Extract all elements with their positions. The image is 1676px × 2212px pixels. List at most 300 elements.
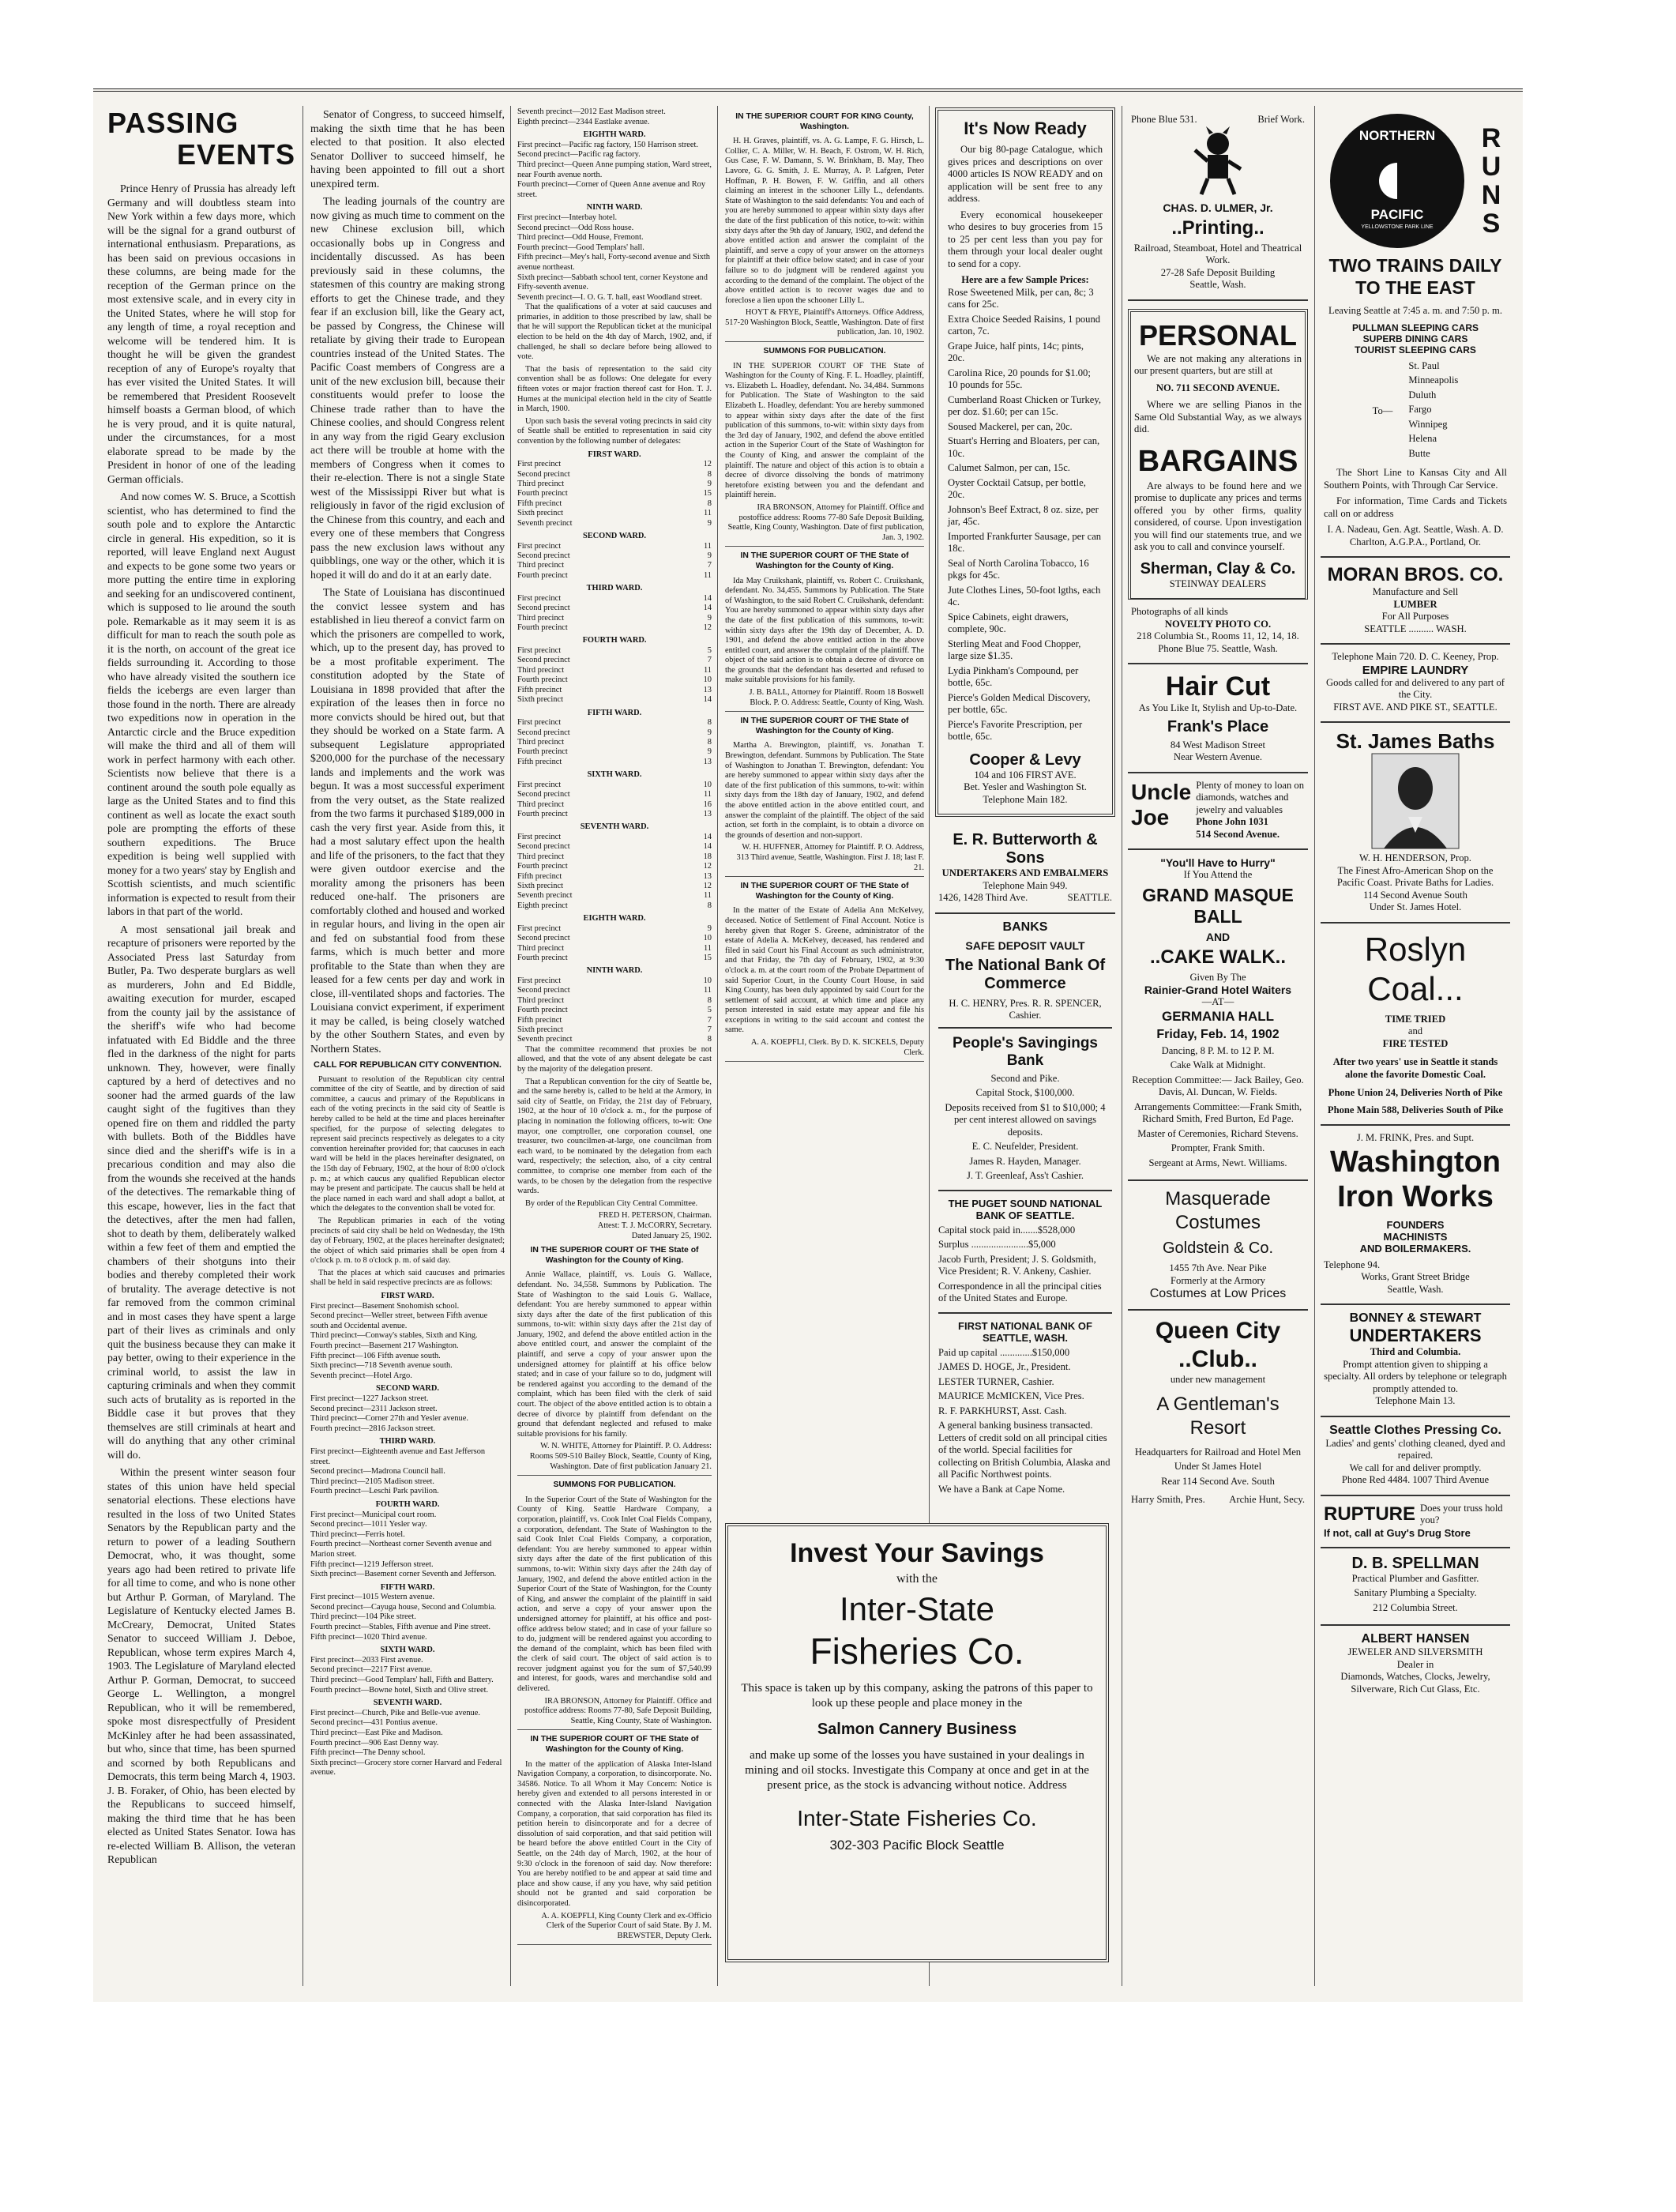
washington-iron-works-ad — [1321, 1126, 1510, 1305]
attend-line: If You Attend the — [1183, 869, 1253, 880]
precinct-line: Sixth precinct—Basement corner Seventh and Jefferson. — [310, 1570, 497, 1579]
now-ready-ad — [935, 107, 1115, 817]
moran-bros-ad — [1321, 558, 1510, 645]
now-ready-intro-2: Every economical housekeeper who desires to buy groceries from 15 to 25 per cent less than you pay for them through your local dealer ought to send for a copy. — [948, 209, 1103, 269]
steinway-dealers: STEINWAY DEALERS — [1169, 577, 1267, 589]
delegate-count: 9 — [707, 924, 712, 933]
haircut-line: As You Like It, Stylish and Up-to-Date. — [1138, 702, 1298, 713]
fisheries-address: 302-303 Pacific Block Seattle — [829, 1838, 1005, 1853]
notice-signature: A. A. KOEPFLI, Clerk. By D. K. SICKELS, Deputy Clerk. — [725, 1038, 924, 1062]
price-item: Imported Frankfurter Sausage, per can 18c. — [948, 530, 1102, 554]
costumes-line-2: Costumes at Low Prices — [1149, 1287, 1287, 1300]
delegate-row — [517, 695, 712, 705]
salmon-business: Salmon Cannery Business — [817, 1721, 1017, 1738]
roslyn-text: After two years' use in Seattle it stands alone the favorite Domestic Coal. — [1332, 1056, 1498, 1080]
bank-line: JAMES D. HOGE, Jr., President. — [938, 1361, 1071, 1372]
northern-pacific-logo — [1330, 114, 1464, 248]
bargains-text: Are always to be found here and we promise to duplicate any prices and terms offered you by other firms, quality considered, of course. Upon investigation you will find our statements true, and we ask you to call and convince yourself. — [1134, 480, 1302, 552]
bonney-text: Prompt attention given to shipping a specialty. All orders by telephone or telegraph promptly attended to. — [1324, 1358, 1507, 1394]
hansen-sub: JEWELER AND SILVERSMITH — [1347, 1646, 1483, 1657]
roslyn-coal-ad — [1321, 924, 1510, 1127]
ulmer-name: CHAS. D. ULMER, Jr. — [1163, 201, 1273, 214]
fisheries-name-2: Fisheries Co. — [810, 1631, 1024, 1672]
precinct-line: Fifth precinct—1219 Jefferson street. — [310, 1559, 434, 1569]
delegate-count: 14 — [703, 695, 712, 705]
ward-title: SECOND WARD. — [582, 532, 647, 541]
delegate-row — [517, 604, 712, 613]
costumes-ad — [1128, 1181, 1308, 1311]
precinct-name: Fifth precinct — [517, 1015, 562, 1025]
peoples-savings-details — [938, 1073, 1112, 1191]
delegate-table — [517, 450, 712, 1045]
precinct-name: Third precinct — [517, 613, 565, 623]
price-item: Rose Sweetened Milk, per can, 8c; 3 cans for 25c. — [948, 286, 1094, 310]
bank-line: J. T. Greenleaf, Ass't Cashier. — [967, 1170, 1084, 1181]
delegate-count: 7 — [707, 561, 712, 570]
ward-title: SIXTH WARD. — [380, 1646, 435, 1655]
precinct-line: Second precinct—431 Pontius avenue. — [310, 1718, 438, 1728]
ball-detail-line: Prompter, Frank Smith. — [1171, 1142, 1265, 1153]
club-title: Queen City ..Club.. — [1155, 1318, 1281, 1372]
price-list — [948, 287, 1103, 743]
precinct-line: Second precinct—Pacific rag factory. — [517, 150, 641, 160]
at-line: —AT— — [1201, 996, 1234, 1007]
iron-city: Seattle, Wash. — [1387, 1283, 1444, 1295]
empire-text: Goods called for and delivered to any part of the City. — [1326, 676, 1505, 700]
delegate-row — [517, 833, 712, 842]
price-item: Spice Cabinets, eight drawers, complete, 90c. — [948, 611, 1069, 634]
precinct-name: First precinct — [517, 832, 562, 841]
leaving-line: Leaving Seattle at 7:45 a. m. and 7:50 p. m. — [1328, 305, 1502, 316]
first-national-bank: FIRST NATIONAL BANK OF SEATTLE, WASH. — [958, 1319, 1092, 1344]
delegate-row — [517, 509, 712, 518]
precinct-line: Second precinct—2217 First avenue. — [310, 1665, 433, 1675]
club-pres: Harry Smith, Pres. — [1131, 1494, 1205, 1505]
price-item: Grape Juice, half pints, 14c; pints, 20c. — [948, 340, 1084, 363]
butterworth-ad — [935, 825, 1115, 914]
ward-title: FOURTH WARD. — [582, 636, 647, 645]
roslyn-phone-2: Phone Main 588, Deliveries South of Pike — [1327, 1104, 1504, 1115]
notice-signature: A. A. KOEPFLI, King County Clerk and ex-Officio Clerk of the Superior Court of said State. By J. M. BREWSTER, Deputy Clerk. — [517, 1912, 712, 1946]
printing-title: ..Printing.. — [1171, 216, 1265, 239]
bonney-sub: UNDERTAKERS — [1349, 1326, 1482, 1345]
fisheries-footer-name: Inter-State Fisheries Co. — [797, 1806, 1037, 1830]
club-tag: A Gentleman's Resort — [1156, 1393, 1280, 1439]
sample-prices-lead: Here are a few Sample Prices: — [961, 274, 1089, 285]
price-item: Carolina Rice, 20 pounds for $1.00; 10 pounds for 55c. — [948, 367, 1091, 390]
precinct-line: Sixth precinct—718 Seventh avenue south. — [310, 1361, 453, 1371]
albert-hansen-ad — [1321, 1626, 1510, 1703]
uncle-joe-ad — [1128, 773, 1308, 851]
delegate-row — [517, 954, 712, 963]
uncle-joe-phone: Phone John 1031 — [1196, 816, 1268, 827]
ulmer-work: Brief Work. — [1257, 114, 1305, 125]
delegate-count: 14 — [703, 832, 712, 841]
precinct-name: First precinct — [517, 593, 562, 603]
delegate-row — [517, 842, 712, 852]
precinct-name: Second precinct — [517, 469, 570, 479]
personal-ad — [1128, 309, 1308, 600]
baths-text: The Finest Afro-American Shop on the Pacific Coast. Private Baths for Ladies. — [1336, 864, 1494, 888]
bonney-phone: Telephone Main 13. — [1375, 1395, 1456, 1406]
delegate-count: 13 — [703, 809, 712, 818]
precinct-line: Third precinct—Odd House, Fremont. — [517, 233, 644, 243]
rupture-ad — [1321, 1496, 1510, 1548]
notice-text: In the Superior Court of the State of Washington for the County of King. Seattle Hardware Company, a corporation, plaintiff, vs. Cook Inlet Coal Fields Company, a corporation, defendant. The State of Washington to the said Cook Inlet Coal Fields Company, a corporation, defendant: You are hereby summoned to appear within sixty days after the date of the first publication of this summons, to-wit: Within sixty days after the 24th day of January, 1902, and defend the above entitled action in the Superior Court of the State of Washington, for the County of King, and answer the complaint of the plaintiff in said action, and serve a copy of your answer upon the undersigned attorney for plaintiff, at his office and post-office address below stated; and in case of your failure so to do, judgment will be rendered against you according to the demand of the complaint, which has been filed with the clerk of said court. The object of said action is to recover judgment against you for the sum of $7,540.99 and interest, for goods, wares and merchandise sold and delivered. — [517, 1495, 712, 1694]
delegate-row — [517, 480, 712, 489]
signature-line: Dated January 25, 1902. — [631, 1231, 712, 1240]
butterworth-name: E. R. Butterworth & Sons — [953, 831, 1098, 867]
delegate-count: 14 — [703, 593, 712, 603]
bank-line: James R. Hayden, Manager. — [969, 1155, 1081, 1167]
info-text: For information, Time Cards and Tickets call on or address — [1324, 495, 1507, 519]
novelty-photo-ad — [1128, 600, 1308, 664]
price-item: Cumberland Roast Chicken or Turkey, per doz. $1.60; per can 15c. — [948, 393, 1102, 417]
moran-city: SEATTLE .......... WASH. — [1364, 623, 1467, 634]
delegate-count: 9 — [707, 480, 712, 488]
delegate-count: 11 — [703, 943, 712, 953]
newspaper-page — [93, 88, 1523, 2002]
ulmer-city: Seattle, Wash. — [1189, 279, 1246, 290]
iron-line: MACHINISTS — [1383, 1230, 1448, 1243]
notice-signature: W. H. HUFFNER, Attorney for Plaintiff. P. O. Address, 313 Third avenue, Seattle, Washington. First J. 18; last F. 21. — [725, 843, 924, 877]
ward-title: EIGHTH WARD. — [583, 130, 646, 140]
northern-pacific-ad — [1321, 107, 1510, 558]
delegate-row — [517, 976, 712, 986]
precinct-name: Third precinct — [517, 852, 565, 861]
car-line: SUPERB DINING CARS — [1362, 333, 1468, 344]
iron-lines — [1324, 1219, 1507, 1255]
delegate-row — [517, 499, 712, 509]
time-tried: TIME TRIED — [1385, 1013, 1446, 1025]
call-paragraph: That the places at which said caucuses and primaries shall be held in said respective precincts are as follows: — [310, 1268, 505, 1288]
cooper-levy: Cooper & Levy — [969, 750, 1081, 769]
spellman-line: Sanitary Plumbing a Specialty. — [1354, 1587, 1477, 1598]
personal-text: We are not making any alterations in our present quarters, but are still at — [1134, 352, 1302, 376]
delegate-row — [517, 623, 712, 633]
spellman-lines — [1324, 1573, 1507, 1615]
precinct-name: Third precinct — [517, 799, 565, 809]
notice-title: IN THE SUPERIOR COURT OF THE State of Washington for the County of King. — [530, 1246, 699, 1265]
ward-title: FIRST WARD. — [381, 1292, 434, 1301]
delegate-row — [517, 542, 712, 551]
delegate-row — [517, 1035, 712, 1044]
puget-sound-bank: THE PUGET SOUND NATIONAL BANK OF SEATTLE. — [948, 1197, 1103, 1221]
delegate-count: 11 — [703, 790, 712, 799]
delegate-count: 10 — [703, 934, 712, 943]
ward-title: FIFTH WARD. — [587, 708, 642, 717]
notice-signature: HOYT & FRYE, Plaintiff's Attorneys. Office Address, 517-20 Washington Block, Seattle, Washington. Date of first publication, Jan. 10, 1902. — [725, 308, 924, 342]
delegate-count: 13 — [703, 871, 712, 881]
delegate-row — [517, 594, 712, 604]
price-item: Johnson's Beef Extract, 8 oz. size, per jar, 45c. — [948, 503, 1099, 527]
club-lines — [1131, 1446, 1305, 1488]
precinct-line: Fourth precinct—Bowne hotel, Sixth and Olive street. — [310, 1685, 489, 1695]
precinct-name: Sixth precinct — [517, 881, 564, 890]
precinct-line: Fourth precinct—Basement 217 Washington. — [310, 1341, 459, 1351]
savings-title: Invest Your Savings — [790, 1538, 1044, 1568]
hansen-text: Diamonds, Watches, Clocks, Jewelry, Silverware, Rich Cut Glass, Etc. — [1340, 1671, 1490, 1695]
price-item: Seal of North Carolina Tobacco, 16 pkgs for 45c. — [948, 557, 1089, 581]
franks-place: Frank's Place — [1167, 717, 1269, 735]
precinct-line: Seventh precinct—2012 East Madison street. — [517, 107, 666, 116]
article-paragraph: The State of Louisiana has discontinued the convict lessee system and has established in lieu thereof a convict farm on which the prisoners are compelled to work, which, up to the present day, has proved to be a most profitable experiment. The constitution adopted by the State of Louisiana in 1898 provided that after the expiration of the leases then in force no more convicts should be hired out, but that they should be worked on a State farm. A subsequent Legislature appropriated $200,000 for the purchase of the necessary lands and implements and the work was begun. It was a most successful experiment from the very outset, as the State realized from the two farms it purchased $189,000 in cash the very first year. Aside from this, it had a most salutary effect upon the health and life of the prisoners, to the fact that they were given outdoor exercise and the morality among the prisoners has been reduced one-half. The prisoners are comfortably clothed and housed and worked in regular hours, and living in the open air and fed on substantial food from these farms, which is much better and more profitable to the State than when they are leased for a few cents per day and work in close, ill-ventilated shops and factories. The Louisiana convict experiment, if experiment it may be called, is being closely watched by the other Southern States, and even by Northern States. — [310, 586, 505, 1055]
column-three — [517, 107, 712, 1988]
delegate-count: 7 — [707, 1015, 712, 1025]
precinct-name: Sixth precinct — [517, 1025, 564, 1035]
inter-state-fisheries-ad — [725, 1523, 1109, 1962]
precinct-line: Fourth precinct—2816 Jackson street. — [310, 1424, 436, 1433]
delegate-row — [517, 614, 712, 623]
roslyn-title-1: Roslyn — [1364, 930, 1467, 968]
precinct-line: Second precinct—2311 Jackson street. — [310, 1404, 438, 1413]
article-paragraph: Senator of Congress, to succeed himself, making the sixth time that he has been elected to that position. It also elected Senator Dolliver to succeed himself, he having been appointed to fill out a short unexpired term. — [310, 108, 505, 190]
precinct-line: First precinct—Church, Pike and Belle-vue avenue. — [310, 1708, 480, 1717]
bank-commerce: The National Bank Of Commerce — [945, 956, 1106, 992]
empire-laundry-ad — [1321, 645, 1510, 723]
precinct-name: Second precinct — [517, 986, 570, 995]
delegate-row — [517, 882, 712, 891]
roslyn-and: and — [1407, 1025, 1423, 1036]
precinct-name: Third precinct — [517, 943, 565, 953]
haircut-ad — [1128, 664, 1308, 773]
ward-title: SEVENTH WARD. — [580, 822, 649, 832]
costumes-address: 1455 7th Ave. Near Pike — [1169, 1262, 1267, 1273]
bank-line: Capital Stock, $100,000. — [975, 1087, 1075, 1098]
destination-list — [1408, 360, 1458, 463]
notice-title: IN THE SUPERIOR COURT OF THE State of Washington for the County of King. — [740, 882, 909, 901]
price-item: Lydia Pinkham's Compound, per bottle, 65c. — [948, 664, 1079, 688]
ward-title: EIGHTH WARD. — [583, 914, 646, 924]
notice-title: SUMMONS FOR PUBLICATION. — [763, 347, 886, 356]
club-line: Headquarters for Railroad and Hotel Men — [1134, 1446, 1302, 1458]
masque-ball-title: GRAND MASQUE BALL — [1142, 884, 1294, 927]
ward-title: THIRD WARD. — [379, 1437, 436, 1446]
ball-detail-line: Reception Committee:— Jack Bailey, Geo. Davis, Al. Duncan, W. Fields. — [1132, 1074, 1304, 1097]
club-line: Under St James Hotel — [1174, 1461, 1262, 1472]
precinct-name: Fifth precinct — [517, 871, 562, 881]
precinct-line: Fifth precinct—Mey's hall, Forty-second avenue and Sixth avenue northeast. — [517, 253, 710, 272]
empire-name: EMPIRE LAUNDRY — [1362, 663, 1469, 677]
personal-text-2: Where we are selling Pianos in the Same Old Substantial Way, as we always did. — [1134, 399, 1302, 434]
fire-tested: FIRE TESTED — [1382, 1037, 1449, 1049]
precinct-name: Fourth precinct — [517, 747, 568, 757]
call-paragraph: Pursuant to resolution of the Republican city central committee of the city of Seattle, and by direction of said committee, a caucus and primary of the Republicans in each of the voting precincts in the said city of Seattle is hereby called to be held at the time and places hereinafter specified, for the purpose of selecting delegates to represent said precincts respectively as delegates to a city convention hereinafter provided for; that caucuses in each ward will be held in the places hereinafter designated, on the 15th day of February, 1902, at the hour of 8:00 o'clock p. m.; at which caucus any qualified Republican elector may be present and participate. The caucus shall be held at the place named in each ward and shall adopt a ballot, at which the delegates to the convention shall be voted for. — [310, 1074, 505, 1213]
caucus-wards-cont — [517, 130, 712, 303]
notice-text: IN THE SUPERIOR COURT OF THE State of Washington for the County of King. F. L. Hoadley, plaintiff, vs. Elizabeth L. Hoadley, defendant. No. 34,484. Summons for Publication. The State of Washington to the said Elizabeth L. Hoadley, defendant: You are hereby summoned to appear within sixty days after the date of the first publication of this summons, to-wit: within sixty days from the 3rd day of January, 1902, and defend the above entitled action in the Superior Court of the State of Washington for the County of King, and answer the complaint of the plaintiff. The nature and object of this action is to obtain a decree of divorce dissolving the bonds of matrimony heretofore existing between you and the defendant and plaintiff herein. — [725, 361, 924, 500]
goldstein-name: Goldstein & Co. — [1162, 1240, 1274, 1257]
precinct-name: Third precinct — [517, 995, 565, 1005]
bank-line: LESTER TURNER, Cashier. — [938, 1375, 1054, 1387]
precinct-line: Fourth precinct—Stables, Fifth avenue and Pine street. — [310, 1623, 490, 1632]
pressing-text-2: We call for and deliver promptly. — [1349, 1462, 1482, 1473]
costumes-line: Formerly at the Armory — [1171, 1274, 1265, 1286]
delegate-row — [517, 747, 712, 757]
precinct-line: Third precinct—104 Pike street. — [310, 1612, 416, 1622]
butterworth-line-1: UNDERTAKERS AND EMBALMERS — [941, 867, 1109, 878]
precinct-name: Fourth precinct — [517, 954, 568, 962]
delegate-count: 9 — [707, 728, 712, 737]
destination-line: Duluth — [1408, 389, 1437, 401]
germania-hall: GERMANIA HALL — [1162, 1008, 1274, 1024]
precinct-name: Fourth precinct — [517, 570, 568, 580]
sherman-clay: Sherman, Clay & Co. — [1140, 559, 1296, 577]
delegate-count: 8 — [707, 469, 712, 479]
bank-line: Jacob Furth, President; J. S. Goldsmith, Vice President; R. V. Ankeny, Cashier. — [938, 1253, 1096, 1277]
precinct-name: First precinct — [517, 924, 562, 933]
delegate-count: 9 — [707, 551, 712, 561]
delegate-count: 5 — [707, 1006, 712, 1015]
ball-date: Friday, Feb. 14, 1902 — [1156, 1027, 1280, 1041]
iron-works: Works, Grant Street Bridge — [1361, 1271, 1470, 1282]
moran-sub: Manufacture and Sell — [1372, 586, 1459, 597]
destination-line: Minneapolis — [1408, 374, 1459, 386]
iron-line: FOUNDERS — [1386, 1218, 1445, 1231]
ward-title: FIFTH WARD. — [380, 1582, 435, 1592]
store-between: Bet. Yesler and Washington St. — [964, 781, 1087, 792]
delegate-count: 12 — [703, 881, 712, 890]
precinct-name: Fourth precinct — [517, 675, 568, 685]
precinct-line: Third precinct—Ferris hotel. — [310, 1529, 405, 1539]
article-paragraph: The leading journals of the country are now giving as much time to comment on the new Chinese exclusion bill, which occasionally bobs up in Congress and incidentally discussed. As has been previously said in these columns, the statesmen of this country are making strong efforts to get the Chinese trade, and they fear if an exclusion bill, like the Geary act, be passed by Congress, the Chinese will retaliate by giving their trade to European countries instead of the United States. The Pacific Coast members of Congress are a unit of the new exclusion bill, because their constituents would prefer to loose the Chinese trade rather than to have the Chinese coolies, and should Congress relent in any way from the rigid Geary exclusion act there will be trouble at home with the members of Congress when it comes to their re-election. There is not a single State west of the Mississippi River but what is religiously in favor of the rigid exclusion of the Chinese from this country, and each and every one of these members that Congress pass the new exclusion laws without any quibblings, one way or the other, which it is hoped it will do and do it at an early date. — [310, 195, 505, 581]
precinct-name: Seventh precinct — [517, 891, 573, 901]
banks-title: BANKS — [1002, 920, 1048, 934]
caucus-wards — [310, 1292, 505, 1778]
precinct-line: Third precinct—Conway's stables, Sixth and King. — [310, 1331, 478, 1341]
delegate-row — [517, 571, 712, 581]
hansen-title: ALBERT HANSEN — [1361, 1632, 1470, 1646]
delegate-count: 14 — [703, 842, 712, 852]
ward-title: SEVENTH WARD. — [373, 1698, 442, 1708]
delegate-row — [517, 646, 712, 656]
butterworth-city: SEATTLE. — [1067, 892, 1112, 903]
iron-phone: Telephone 94. — [1324, 1258, 1381, 1270]
pressing-phone: Phone Red 4484. 1007 Third Avenue — [1341, 1474, 1490, 1485]
now-ready-title: It's Now Ready — [964, 118, 1087, 138]
delegate-row — [517, 551, 712, 561]
column-seven — [1321, 107, 1510, 1988]
precinct-name: Seventh precinct — [517, 1035, 573, 1044]
price-item: Stuart's Herring and Bloaters, per can, 10c. — [948, 435, 1100, 459]
precinct-name: Second precinct — [517, 728, 570, 737]
precinct-line: Second precinct—Odd Ross house. — [517, 223, 634, 232]
destination-line: Fargo — [1408, 404, 1432, 415]
signature-line: Attest: T. J. McCORRY, Secretary. — [597, 1221, 712, 1230]
delegate-count: 8 — [707, 718, 712, 728]
ward-title: NINTH WARD. — [586, 203, 643, 213]
short-line-text: The Short Line to Kansas City and All Southern Points, with Through Car Service. — [1324, 467, 1507, 491]
precinct-name: Seventh precinct — [517, 518, 573, 528]
iron-title-1: Washington — [1330, 1145, 1501, 1179]
uncle-joe-address: 514 Second Avenue. — [1196, 828, 1280, 840]
delegate-count: 13 — [703, 685, 712, 694]
ward-title: FIRST WARD. — [588, 450, 641, 459]
precinct-name: Sixth precinct — [517, 509, 564, 518]
delegate-row — [517, 728, 712, 738]
photo-name: NOVELTY PHOTO CO. — [1164, 618, 1272, 630]
ball-detail-line: Cake Walk at Midnight. — [1170, 1059, 1266, 1070]
passing-events-body — [107, 182, 295, 1867]
haircut-title: Hair Cut — [1165, 672, 1271, 702]
bonney-address: Third and Columbia. — [1370, 1346, 1461, 1357]
notice-text: Annie Wallace, plaintiff, vs. Louis G. Wallace, defendant. No. 34,558. Summons by Publication. The State of Washington to the said Louis G. Wallace, defendant: You are hereby summoned to appear within sixty days after the date of the first publication of this summons, to-wit: within sixty days after the 21st day of January, 1902, and defend the above entitled action in the above entitled court, and answer the complaint of the plaintiff, and serve a copy of your answer upon the undersigned attorney for plaintiff at his office below stated; and in case of your failure so to do, judgment will be rendered against you according to the demand of the complaint, which has been filed with the clerk of said court. The object of the above entitled action is to obtain a decree of divorce by plaintiff from defendant on the ground that defendant neglected and refused to make suitable provisions for his family. — [517, 1270, 712, 1439]
proprietor-portrait — [1372, 754, 1459, 848]
delegate-row — [517, 800, 712, 810]
notice-text: Martha A. Brewington, plaintiff, vs. Jonathan T. Brewington, defendant. Summons by Publication. The State of Washington to Jonathan T. Brewington, defendant: You are hereby summoned to appear within sixty days after the date of the first publication of this summons, to-wit: within sixty days from the 18th day of January, 1902, and defend the above entitled action in the above entitled court, and answer the complaint of the plaintiff. The object of the said action, set forth in the complaint, is to obtain a divorce on the grounds of desertion and non-support. — [725, 741, 924, 840]
price-item: Oyster Cocktail Catsup, per bottle, 20c. — [948, 476, 1086, 500]
precinct-line: Fifth precinct—1020 Third avenue. — [310, 1632, 427, 1642]
photo-phone: Phone Blue 75. Seattle, Wash. — [1158, 642, 1278, 654]
delegate-row — [517, 460, 712, 469]
masque-ball-ad — [1128, 850, 1308, 1181]
car-list — [1324, 322, 1507, 356]
iron-title-2: Iron Works — [1337, 1179, 1494, 1213]
precinct-name: Eighth precinct — [517, 901, 568, 910]
car-line: TOURIST SLEEPING CARS — [1355, 344, 1476, 356]
waiters-line: Rainier-Grand Hotel Waiters — [1144, 984, 1292, 996]
precinct-name: Second precinct — [517, 604, 570, 613]
peoples-savings-bank: People's Savingings Bank — [952, 1034, 1099, 1069]
roslyn-phone-1: Phone Union 24, Deliveries North of Pike — [1328, 1087, 1503, 1098]
price-item: Pierce's Favorite Prescription, per bottle, 65c. — [948, 718, 1083, 742]
precinct-name: First precinct — [517, 718, 562, 728]
notice-signature: W. N. WHITE, Attorney for Plaintiff. P. O. Address: Rooms 509-510 Bailey Block, Seattle, County of King, Washington. Date of first publication January 21. — [517, 1442, 712, 1476]
costumes-title: Masquerade Costumes — [1165, 1188, 1271, 1233]
delegate-row — [517, 891, 712, 901]
call-paragraph: The Republican primaries in each of the voting precincts of said city shall be held on Wednesday, the 19th day of February, 1902, at the places hereinafter designated; the object of which said primaries shall be open from 4 o'clock p. m. to 8 o'clock p. m. of said day. — [310, 1216, 505, 1266]
baths-under: Under St. James Hotel. — [1369, 901, 1462, 912]
delegate-count: 15 — [703, 489, 712, 498]
editorial-body — [310, 107, 505, 1055]
precinct-line: Fourth precinct—Northeast corner Seventh avenue and Marion street. — [310, 1540, 492, 1559]
delegate-row — [517, 790, 712, 799]
rupture-line: If not, call at Guy's Drug Store — [1324, 1526, 1471, 1539]
delegate-count: 11 — [703, 986, 712, 995]
ward-title: NINTH WARD. — [586, 966, 643, 976]
notice-text: Ida May Cruikshank, plaintiff, vs. Robert C. Cruikshank, defendant. No. 34,455. Summons by Publication. The State of Washington, to the said Robert C. Cruikshank, defendant: You are hereby summoned to appear within sixty days after the date of the first publication of this summons, to-wit: within sixty days after the 19th day of December, A. D. 1901, and defend the above entitled action in the above entitled court, and answer the complaint of the plaintiff. The object of the said action is to obtain a decree of divorce on the grounds that the defendant has deserted and refused to make suitable provisions for his family. — [725, 576, 924, 685]
pressing-title: Seattle Clothes Pressing Co. — [1329, 1423, 1501, 1437]
logo-bottom: PACIFIC — [1370, 207, 1424, 222]
delegate-count: 8 — [707, 995, 712, 1005]
precinct-name: Fifth precinct — [517, 685, 562, 694]
moran-purpose: For All Purposes — [1381, 611, 1449, 622]
delegate-row — [517, 1016, 712, 1025]
bargains-title: BARGAINS — [1137, 444, 1298, 478]
logo-sub: YELLOWSTONE PARK LINE — [1361, 224, 1434, 230]
article-paragraph: A most sensational jail break and recapture of prisoners were reported by the Associated Press last Saturday from Butler, Pa. Two desperate burglars as well as murderers, John and Ed Biddle, awaiting execution for murder, escaped from the county jail by the assistance of the sheriff's wife who had become infatuated with Ed Biddle and the three fled in the darkness of the night for parts unknown. They, however, were finally captured by a herd of detectives and no sooner had the armed guards of the law caught sight of the fugitives than they opened fire on them and riddled the party with bullets. Both of the Biddles have since died and the sheriff's wife is in a precarious condition and may also die from the wounds she received at the hands of the detectives. The remarkable thing of this escape, however, lies in the fact that the detectives, after the men had fallen, shot to death by them, deliberately walked within a few feet of them and emptied the chambers of their shotguns into their bodies and thereby completed their work of brutality. The average detective is not far removed from the common criminal and in most cases they have spent a large part of their lives as criminals and only quit the business because they can make it pay better, owing to their experience in the criminal world, to assist the law in capturing criminals and when they commit such acts of brutality as is reported in the Biddle case it but proves that they themselves are still criminals at heart and will do anything that any other criminal will do. — [107, 923, 295, 1461]
precinct-line: Sixth precinct—Sabbath school tent, corner Keystone and Fifty-seventh avenue. — [517, 273, 708, 292]
delegate-count: 14 — [703, 604, 712, 613]
precinct-line: Second precinct—1011 Yesler way. — [310, 1520, 427, 1529]
delegate-count: 7 — [707, 656, 712, 665]
delegate-row — [517, 1025, 712, 1035]
call-body — [310, 1075, 505, 1288]
precinct-name: Fourth precinct — [517, 623, 568, 633]
delegate-count: 11 — [703, 509, 712, 518]
precinct-line: Seventh precinct—Hotel Argo. — [310, 1371, 412, 1380]
precinct-line: Fifth precinct—106 Fifth avenue south. — [310, 1351, 441, 1360]
delegate-count: 10 — [703, 976, 712, 985]
haircut-address: 84 West Madison Street — [1170, 739, 1266, 750]
precinct-line: First precinct—1227 Jackson street. — [310, 1394, 429, 1403]
delegate-count: 12 — [703, 460, 712, 469]
delegate-row — [517, 675, 712, 685]
delegate-row — [517, 996, 712, 1006]
delegate-count: 8 — [707, 1035, 712, 1044]
delegate-count: 10 — [703, 675, 712, 685]
store-phone: Telephone Main 182. — [983, 793, 1068, 805]
empire-address: FIRST AVE. AND PIKE ST., SEATTLE. — [1333, 701, 1498, 713]
